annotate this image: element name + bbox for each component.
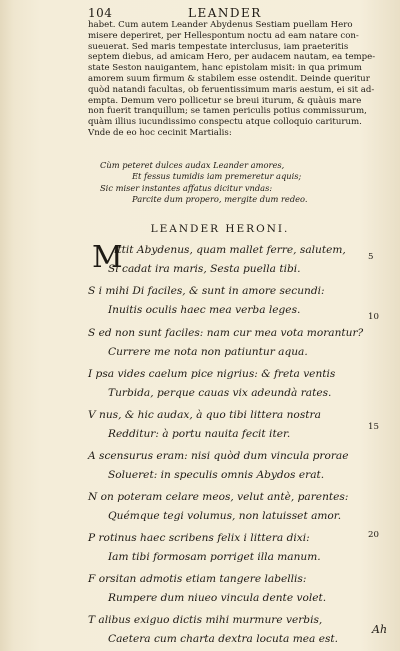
quote-line: Parcite dum propero, mergite dum redeo. bbox=[132, 194, 308, 205]
poem-line: S i mihi Di faciles, & sunt in amore secundi: bbox=[88, 285, 325, 297]
line-number: 5 bbox=[368, 252, 374, 262]
poem-line: I psa vides caelum pice nigrius: & freta ventis bbox=[88, 368, 336, 380]
argument-prose bbox=[88, 20, 388, 139]
letter-title: LEANDER HERONI. bbox=[150, 223, 290, 235]
prose-line: misere deperiret, per Hellespontum noctu ad eam natare con- bbox=[88, 30, 359, 41]
line-number: 15 bbox=[368, 422, 379, 432]
poem-line: Quémque tegi volumus, non latuisset amor. bbox=[108, 510, 342, 522]
catchword: Ah bbox=[372, 623, 388, 636]
prose-line: quàm illius iucundissimo conspectu atque colloquio cariturum. bbox=[88, 117, 362, 128]
prose-line: empta. Demum vero pollicetur se breui iturum, & quàuis mare bbox=[88, 95, 362, 106]
martial-quote bbox=[100, 160, 390, 206]
drop-cap: M bbox=[92, 240, 123, 275]
running-head: LEANDER bbox=[188, 6, 262, 20]
poem-line: Iam tibi formosam porriget illa manum. bbox=[108, 551, 321, 563]
quote-line: Et fessus tumidis iam premeretur aquis; bbox=[132, 171, 302, 182]
prose-line: amorem suum firmum & stabilem esse ostendit. Deinde queritur bbox=[88, 73, 370, 84]
poem-line: A scensurus eram: nisi quòd dum vincula prorae bbox=[88, 450, 349, 462]
poem-line: S ed non sunt faciles: nam cur mea vota morantur? bbox=[88, 327, 364, 339]
prose-line: habet. Cum autem Leander Abydenus Sestiam puellam Hero bbox=[88, 20, 353, 30]
quote-line: Cùm peteret dulces audax Leander amores, bbox=[100, 160, 285, 170]
prose-line: Vnde de eo hoc cecinit Martialis: bbox=[88, 127, 232, 138]
prose-line: septem diebus, ad amicam Hero, per audacem nautam, ea tempe- bbox=[88, 52, 376, 63]
poem-line: ittit Abydenus, quam mallet ferre, salutem, bbox=[114, 244, 346, 256]
poem-line: Solueret: in speculis omnis Abydos erat. bbox=[108, 469, 325, 481]
poem-line: T alibus exiguo dictis mihi murmure verbis, bbox=[88, 614, 323, 626]
poem-line: F orsitan admotis etiam tangere labellis: bbox=[88, 573, 307, 585]
prose-line: quòd natandi facultas, ob feruentissimum maris aestum, ei sit ad- bbox=[88, 84, 375, 95]
poem-line: Rumpere dum niueo vincula dente volet. bbox=[108, 592, 327, 604]
poem-line: P rotinus haec scribens felix i littera dixi: bbox=[88, 532, 310, 544]
poem-line: Inuitis oculis haec mea verba leges. bbox=[108, 304, 301, 316]
poem-line: Redditur: à portu nauita fecit iter. bbox=[108, 428, 291, 440]
poem-line: Caetera cum charta dextra locuta mea est. bbox=[108, 633, 339, 645]
prose-line: state Seston nauigantem, hanc epistolam misit: in qua primum bbox=[88, 63, 362, 74]
line-number: 20 bbox=[368, 530, 379, 540]
poem-line: Turbida, perque cauas vix adeundà rates. bbox=[108, 387, 332, 399]
prose-line: sueuerat. Sed maris tempestate interclusus, iam praeteritis bbox=[88, 41, 349, 52]
poem-line: N on poteram celare meos, velut antè, parentes: bbox=[88, 491, 349, 503]
page-number: 104 bbox=[88, 6, 113, 20]
poem-line: V nus, & hic audax, à quo tibi littera nostra bbox=[88, 409, 321, 421]
prose-line: non fuerit tranquillum; se tamen periculis potius commissurum, bbox=[88, 106, 367, 117]
poem-line: Si cadat ira maris, Sesta puella tibi. bbox=[108, 263, 301, 275]
quote-line: Sic miser instantes affatus dicitur vndas: bbox=[100, 182, 273, 193]
poem-line: Currere me nota non patiuntur aqua. bbox=[108, 346, 308, 358]
line-number: 10 bbox=[368, 312, 379, 322]
